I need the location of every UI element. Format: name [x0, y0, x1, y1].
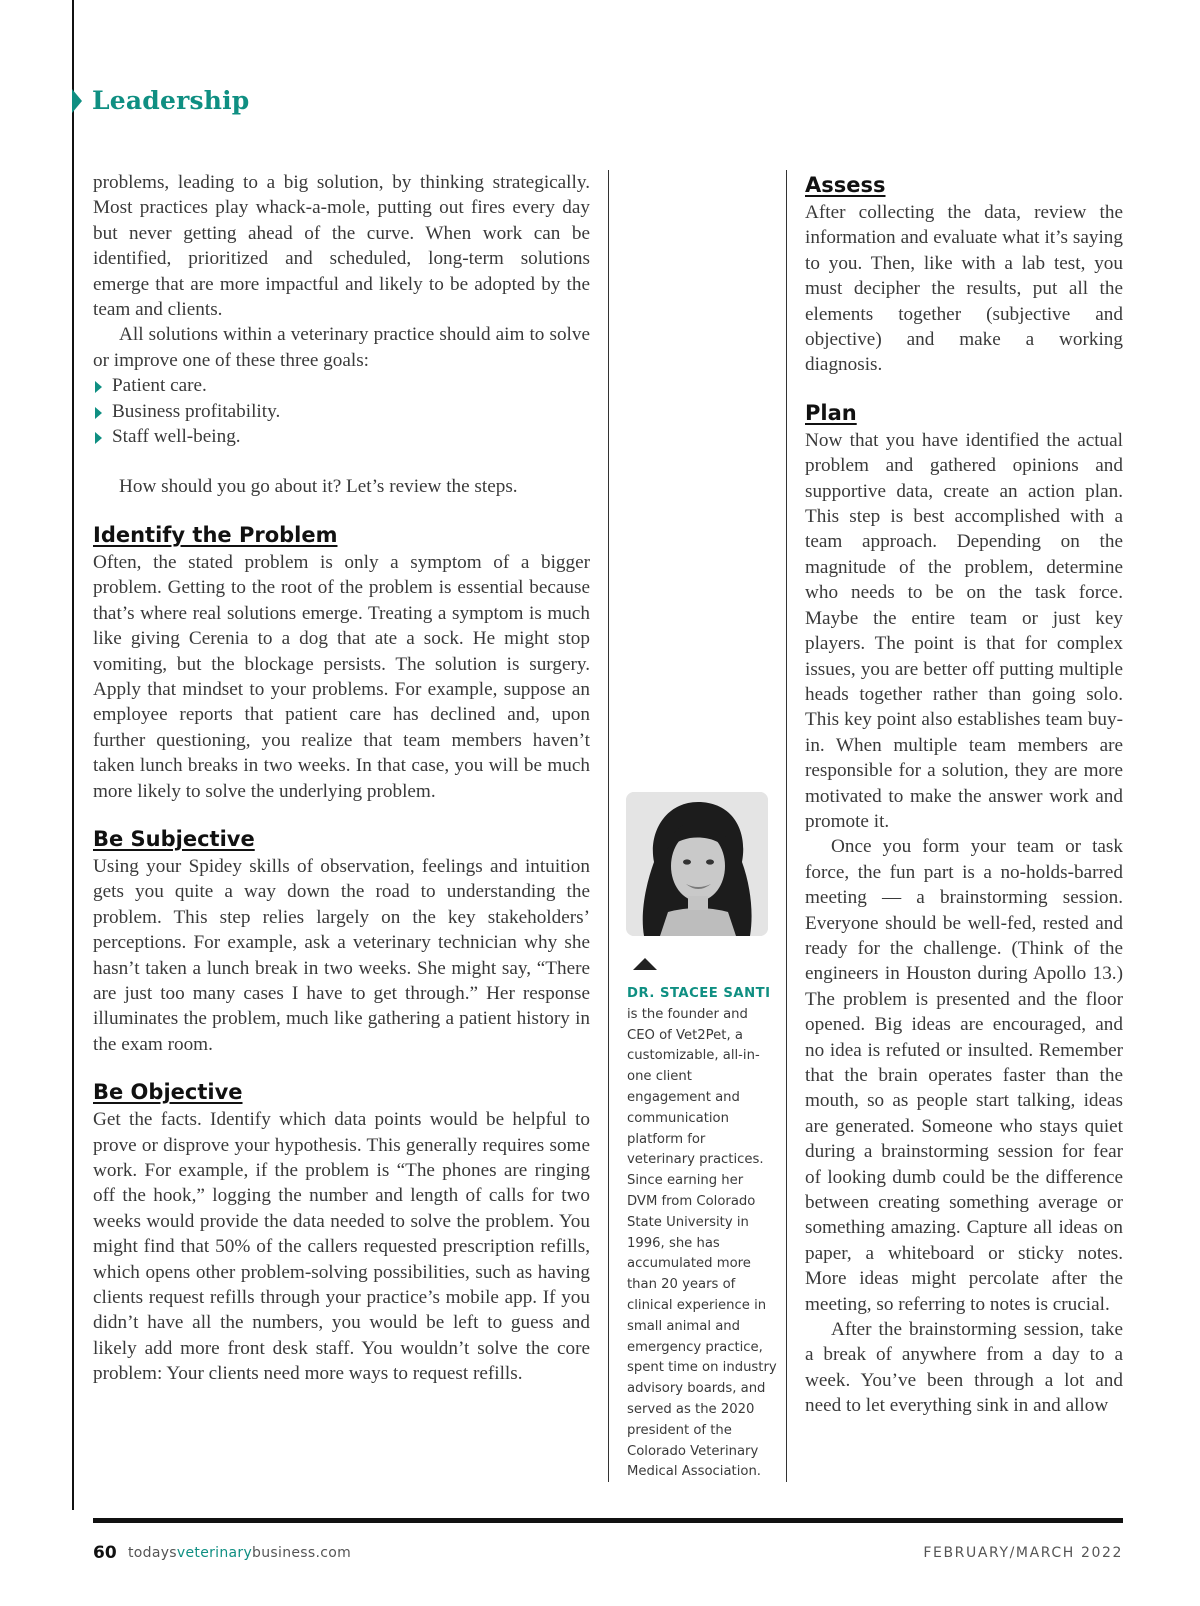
column-divider	[608, 170, 609, 1482]
heading-identify-problem: Identify the Problem	[93, 522, 338, 547]
section-header	[72, 86, 249, 115]
list-item: Patient care.	[93, 373, 590, 398]
heading-plan: Plan	[805, 400, 857, 425]
paragraph-plan-1: Now that you have identified the actual problem and gathered opinions and supportive data, create an action plan. This step is best accomplished with a team approach. Depending on the magnitude of the problem, determine who needs to be on the task force. Maybe the entire team or just key players. The point is that for complex issues, you are better off putting multiple heads together rather than going solo. This key point also establishes team buy-in. When multiple team members are responsible for a solution, they are more motivated to make the answer work and promote it.	[805, 429, 1123, 832]
paragraph-be-objective: Get the facts. Identify which data points would be helpful to prove or disprove your hypothesis. This generally requires some work. For example, if the problem is “The phones are ringing off the hook,” logging the number and length of calls for two weeks would provide the data needed to solve the problem. You might find that 50% of the callers requested prescription refills, which opens other problem-solving possibilities, such as having clients request refills through your practice’s mobile app. If you didn’t have all the numbers, you would be left to guess and likely add more front desk staff. You wouldn’t solve the core problem: Your clients need more ways to request refills.	[93, 1109, 590, 1385]
author-bio-text: is the founder and CEO of Vet2Pet, a customizable, all-in-one client engagement and communication platform for veterinary practices. Since earning her DVM from Colorado State University in 1996, she has accumulated more than 20 years of clinical experience in small animal and emergency practice, spent time on industry advisory boards, and served as the 2020 president of the Colorado Veterinary Medical Association.	[627, 1006, 777, 1480]
paragraph-be-subjective: Using your Spidey skills of observation, feelings and intuition gets you quite a way down the road to understanding the problem. This step relies largely on the key stakeholders’ perceptions. For example, ask a veterinary technician why she hasn’t taken a lunch break in two weeks. She might say, “There are just too many cases I have to get through.” Her response illuminates the problem, much like gathering a patient history in the exam room.	[93, 855, 590, 1055]
margin-rule	[72, 0, 74, 1510]
page-number: 60	[93, 1543, 117, 1563]
site-prefix: todays	[128, 1545, 177, 1561]
column-left	[93, 170, 590, 1387]
author-photo	[626, 792, 768, 936]
site-suffix: business.com	[252, 1545, 352, 1561]
column-right	[805, 170, 1123, 1419]
goals-list	[93, 373, 590, 449]
section-title: Leadership	[92, 86, 250, 115]
author-name: DR. STACEE SANTI	[627, 986, 771, 1001]
heading-be-subjective: Be Subjective	[93, 826, 255, 851]
author-bio	[627, 984, 777, 1483]
paragraph-identify-problem: Often, the stated problem is only a symptom of a bigger problem. Getting to the root of the problem is essential because that’s where real solutions emerge. Treating a symptom is much like giving Cerenia to a dog that ate a sock. He might stop vomiting, but the blockage persists. The solution is surgery. Apply that mindset to your problems. For example, suppose an employee reports that patient care has declined and, upon further questioning, you realize that team members haven’t taken lunch breaks in two weeks. In that case, you will be much more likely to solve the underlying problem.	[93, 551, 590, 802]
site-accent: veterinary	[176, 1545, 253, 1561]
footer-website	[128, 1545, 351, 1561]
author-portrait-icon	[626, 792, 768, 936]
paragraph-intro: problems, leading to a big solution, by thinking strategically. Most practices play whack-a-mole, putting out fires every day but never getting ahead of the curve. When work can be identified, prioritized and scheduled, long-term solutions emerge that are more impactful and likely to be adopted by the team and clients.	[93, 172, 590, 321]
heading-be-objective: Be Objective	[93, 1080, 243, 1105]
issue-date: FEBRUARY/MARCH 2022	[923, 1545, 1123, 1561]
caption-arrow-icon	[633, 958, 657, 970]
paragraph-assess: After collecting the data, review the information and evaluate what it’s saying to you. Then, like with a lab test, you must decipher the results, put all the elements together (subjective and objective) and make a working diagnosis.	[805, 202, 1123, 376]
list-item: Staff well-being.	[93, 424, 590, 449]
list-item: Business profitability.	[93, 399, 590, 424]
footer-rule	[93, 1518, 1123, 1523]
column-divider	[786, 170, 787, 1482]
paragraph-goals: All solutions within a veterinary practice should aim to solve or improve one of these three goals:	[93, 324, 590, 371]
heading-assess: Assess	[805, 173, 886, 197]
section-marker-icon	[72, 89, 82, 113]
paragraph-plan-2: Once you form your team or task force, the fun part is a no-holds-barred meeting — a brainstorming session. Everyone should be well-fed, rested and ready for the challenge. (Think of the engineers in Houston during Apollo 13.) The problem is presented and the floor opened. Big ideas are encouraged, and no idea is refuted or insulted. Remember that the brain operates faster than the mouth, so as people start talking, ideas are generated. Someone who stays quiet during a brainstorming session for fear of looking dumb could be the difference between creating something average or something amazing. Capture all ideas on paper, a whiteboard or sticky notes. More ideas might percolate after the meeting, so referring to notes is crucial.	[805, 836, 1123, 1315]
paragraph-steps: How should you go about it? Let’s review the steps.	[119, 476, 518, 498]
paragraph-plan-3: After the brainstorming session, take a break of anywhere from a day to a week. You’ve been through a lot and need to let everything sink in and allow	[805, 1319, 1123, 1417]
